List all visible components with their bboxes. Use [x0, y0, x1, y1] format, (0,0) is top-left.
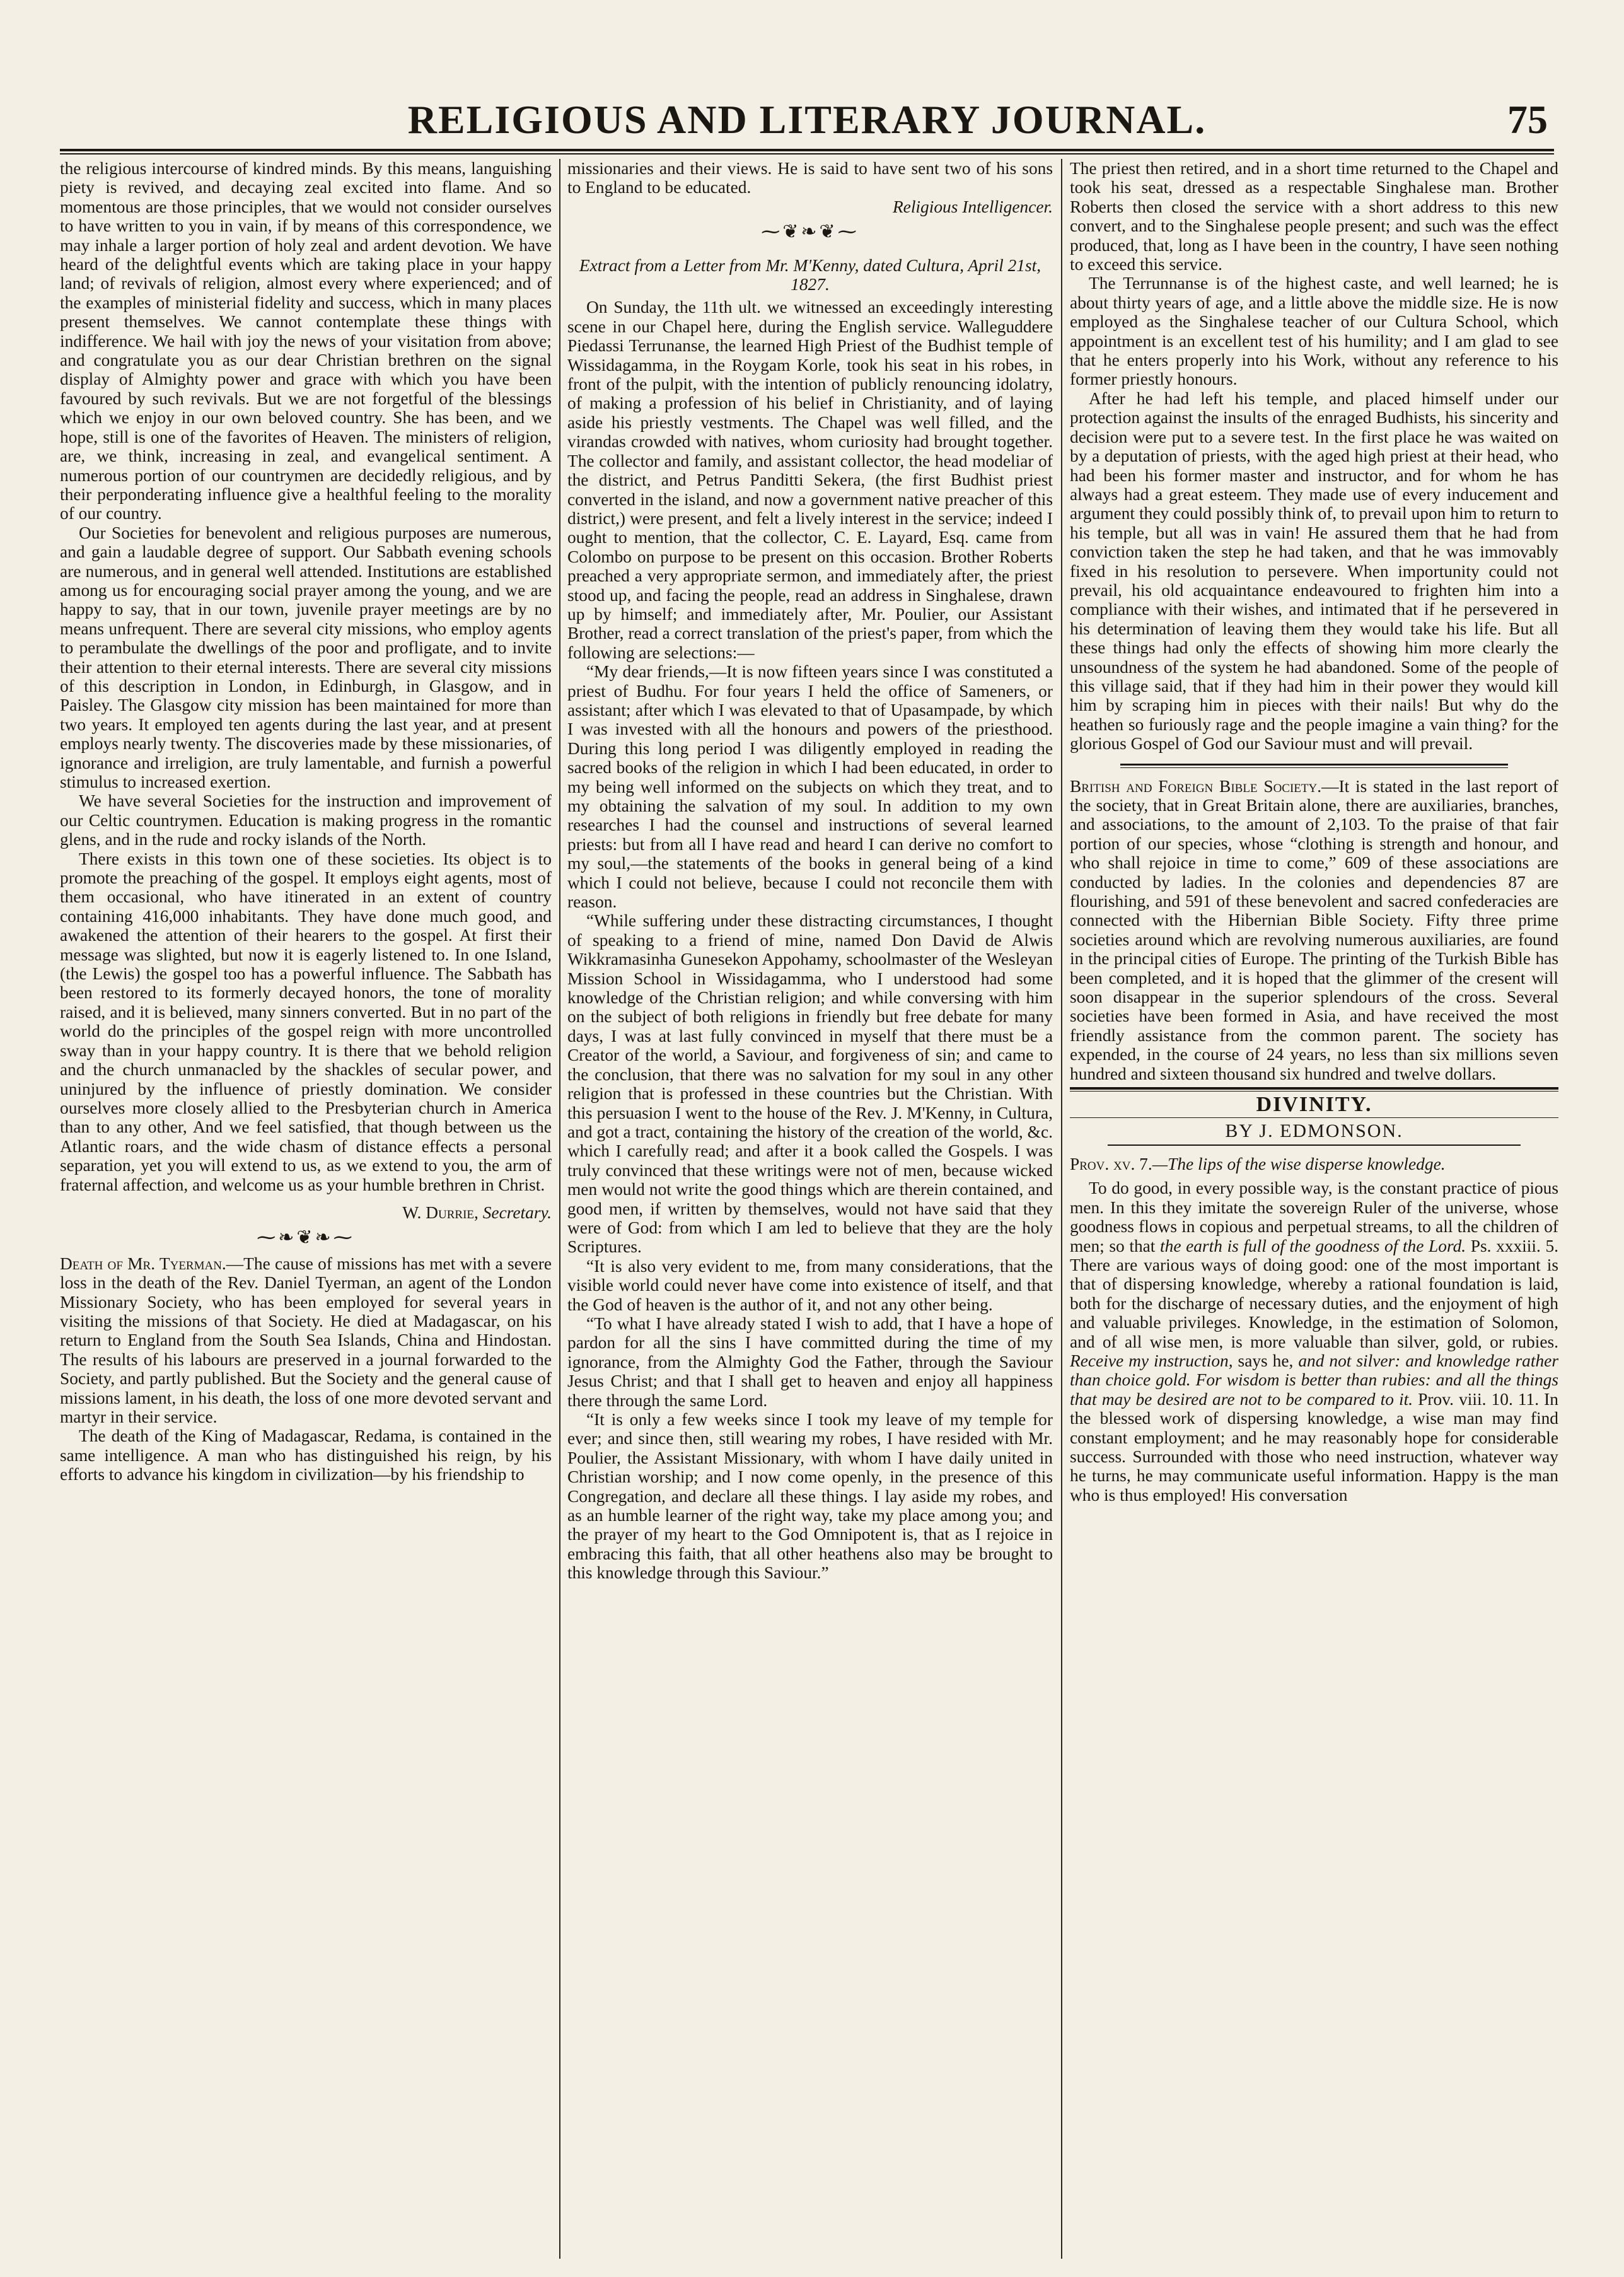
byline-rule [1108, 1144, 1521, 1146]
italic-run: the earth is full of the goodness of the Lord. [1160, 1236, 1466, 1255]
news-item [1070, 777, 1558, 1084]
paragraph: The death of the King of Madagascar, Redama, is contained in the same intelligence. A man who has distinguished his reign, by his efforts to advance his kingdom in civilization—by his friendship to [60, 1426, 552, 1484]
paragraph: “It is also very evident to me, from many considerations, that the visible world could never have come into existence of itself, and that the God of heaven is the author of it, and not any other being. [567, 1256, 1053, 1314]
paragraph: “To what I have already stated I wish to add, that I have a hope of pardon for all the sins I have committed during the time of my ignorance, from the Almighty God the Father, through the Saviour Jesus Christ; and that I shall get to heaven and enjoy all happiness there through the same Lord. [567, 1313, 1053, 1410]
paragraph: missionaries and their views. He is said to have sent two of his sons to England to be educated. [567, 159, 1053, 197]
signature-name: W. Durrie, [402, 1203, 478, 1222]
paragraph: Our Societies for benevolent and religious purposes are numerous, and gain a laudable degree of support. Our Sabbath evening schools are numerous, and in general well attended. Institutions are established among us for encouraging social prayer among the young, and we are happy to say, that in our town, juvenile prayer meetings are by no means unfrequent. There are several city missions, who employ agents to perambulate the dwellings of the poor and profligate, and to invite their attention to their eternal interests. There are several city missions of this description in London, in Edinburgh, in Glasgow, and in Paisley. The Glasgow city mission has been maintained for more than two years. It employed ten agents during the last year, and at present employs nearly twenty. The discoveries made by these missionaries, of ignorance and irreligion, are truly lamentable, and furnish a powerful stimulus to increased exertion. [60, 523, 552, 791]
news-heading: Death of Mr. Tyerman. [60, 1254, 226, 1273]
extract-title: Extract from a Letter from Mr. M'Kenny, dated Cultura, April 21st, 1827. [579, 255, 1041, 294]
paragraph: The priest then retired, and in a short time returned to the Chapel and took his seat, dressed as a respectable Singhalese man. Brother Roberts then closed the service with a short address to this new convert, and to the Singhalese people present; and such was the effect produced, that, long as I have been in the country, I have seen nothing to exceed this service. [1070, 159, 1558, 274]
column-right [1070, 159, 1558, 2259]
text-run: Prov. viii. 10. 11. In the blessed work of dispersing knowledge, a wise man may find constant employment; and he may reasonably hope for considerable success. Surrounded with those who need instruction, whatever way he turns, he may communicate useful information. Happy is the man who is thus employed! His conversation [1070, 1389, 1558, 1505]
ornament-divider: ⁓❧❦❧⁓ [257, 1227, 355, 1249]
paragraph: After he had left his temple, and placed himself under our protection against the insults of the enraged Budhists, his sincerity and decision were put to a severe test. In the first place he was waited on by a deputation of priests, with the aged high priest at their head, who had been his former master and instructor, and for whom he has always had a great esteem. They made use of every inducement and argument they could possibly think of, to prevail upon him to return to his temple, but all was in vain! He assured them that he had from conviction taken the step he had taken, and that he was immovably fixed in his resolution to persevere. When importunity could not prevail, his old acquaintance endeavoured to frighten him into a compliance with their wishes, and intimated that if he persevered in his determination of leaving them they would take his life. But all these things had only the effects of showing him more clearly the unsoundness of the system he had abandoned. Some of the people of this village said, that if they had him in their power they would kill him by scraping him in pieces with their nails! But why do the heathen so furiously rage and the people imagine a vain thing? for the glorious Gospel of God our Saviour must and will prevail. [1070, 388, 1558, 754]
running-title: RELIGIOUS AND LITERARY JOURNAL. [407, 97, 1207, 142]
section-divider-thin [1120, 767, 1508, 768]
section-rule-thin [1070, 1117, 1558, 1118]
source-credit: Religious Intelligencer. [892, 197, 1053, 216]
byline: BY J. EDMONSON. [1225, 1120, 1403, 1141]
column-middle [567, 159, 1053, 2259]
section-divider [1120, 764, 1508, 766]
column-divider [559, 159, 560, 2259]
news-text: —The cause of missions has met with a severe loss in the death of the Rev. Daniel Tyerman, an agent of the London Missionary Society, who has been employed for several years in visiting the missions of that Society. He died at Madagascar, on his return to England from the South Sea Islands, China and Hindostan. The results of his labours are preserved in a journal forwarded to the Society, and partly published. But the Society and the general cause of missions lament, in his death, the loss of one more devoted servant and martyr in their service. [60, 1254, 552, 1426]
section-rule-thin [1070, 1091, 1558, 1092]
signature-role: Secretary. [482, 1203, 552, 1222]
paragraph: We have several Societies for the instruction and improvement of our Celtic countrymen. Education is making progress in the romantic glens, and in the rude and rocky islands of the North. [60, 791, 552, 849]
ornament-divider: ⁓❦❧❦⁓ [761, 221, 859, 243]
text-run: Ps. xxxiii. 5. There are various ways of doing good: one of the most important is that of dispersing knowledge, whereby a rational foundation is laid, both for the discharge of necessary duties, and the enjoyment of high and valuable privileges. Knowledge, in the estimation of Solomon, and of all wise men, is more valuable than silver, gold, or rubies. [1070, 1236, 1558, 1351]
news-item [60, 1254, 552, 1427]
page-header [60, 95, 1554, 155]
italic-run: and not silver: and knowledge rather than choice gold. For wisdom is better than rubies: and all the things that may be desired are not to be compared to it. [1070, 1351, 1558, 1409]
italic-run: Receive my instruction, [1070, 1351, 1233, 1370]
paragraph: On Sunday, the 11th ult. we witnessed an exceedingly interesting scene in our Chapel here, during the English service. Walleguddere Piedassi Terrunanse, the learned High Priest of the Budhist temple of Wissidagamma, in the Roygam Korle, took his seat in his robes, in front of the pulpit, with the intention of publicly renouncing idolatry, of making a profession of his belief in Christianity, and of laying aside his priestly vestments. The Chapel was well filled, and the virandas crowded with natives, whom curiosity had brought together. The collector and family, and assistant collector, the head modeliar of the district, and Petrus Panditti Sekera, (the first Budhist priest converted in the island, and now a government native preacher of this district,) were present, and felt a lively interest in the service; indeed I ought to mention, that the collector, C. E. Layard, Esq. came from Colombo on purpose to be present on this occasion. Brother Roberts preached a very appropriate sermon, and immediately after, the priest stood up, and facing the people, read an address in Singhalese, drawn up by himself; and immediately after, Mr. Poulier, our Assistant Brother, read a correct translation of the priest's paper, from which the following are selections:— [567, 298, 1053, 662]
scripture-text: —The lips of the wise disperse knowledge. [1152, 1154, 1446, 1173]
paragraph [1070, 1179, 1558, 1505]
paragraph: The Terrunnanse is of the highest caste, and well learned; he is about thirty years of age, and a little above the middle size. He is now employed as the Singhalese teacher of our Cultura School, which appointment is an excellent test of his humility; and I am glad to see that he enters properly into his Work, without any reference to his former priestly honours. [1070, 274, 1558, 389]
scripture-quote [1070, 1155, 1558, 1173]
scripture-reference: Prov. xv. 7. [1070, 1154, 1152, 1173]
header-rule [60, 149, 1554, 151]
column-left [60, 159, 552, 2259]
paragraph: the religious intercourse of kindred minds. By this means, languishing piety is revived, and decaying zeal excited into flame. And so momentous are those principles, that we would not consider ourselves to have written to you in vain, if by means of this correspondence, we may inhale a larger portion of holy zeal and ardent devotion. We have heard of the delightful events which are taking place in your happy land; of revivals of religion, almost every where experienced; and of the examples of ministerial fidelity and success, which in many places present themselves. We cannot contemplate these things with indifference. We hail with joy the news of your visitation from above; and congratulate you as our dear Christian brethren on the signal display of Almighty power and grace with which you have been favoured by such revivals. But we are not forgetful of the blessings which we enjoy in our own beloved country. She has been, and we hope, still is one of the favorites of Heaven. The ministers of religion, are, we think, increasing in zeal, and evangelical sentiment. A numerous portion of our countrymen are decidedly religious, and by their perponderating influence give a healthful feeling to the morality of our country. [60, 159, 552, 523]
paragraph: “My dear friends,—It is now fifteen years since I was constituted a priest of Budhu. For four years I held the office of Sameners, or assistant; after which I was elevated to that of Upasampade, by which I was invested with all the honours and powers of the priesthood. During this long period I was diligently employed in reading the sacred books of the religion in which I had been educated, in order to my being well informed on the subjects on which they treat, and to my obtaining the salvation of my soul. In addition to my own researches I had the counsel and instructions of several learned priests: but from all I have read and heard I can derive no comfort to my soul,—the statements of the books in general being of a kind which I could not believe, because I could not reconcile them with reason. [567, 662, 1053, 912]
column-divider [1061, 159, 1062, 2259]
header-rule-thin [60, 153, 1554, 154]
section-title: DIVINITY. [1256, 1093, 1372, 1117]
paragraph: There exists in this town one of these societies. Its object is to promote the preaching of the gospel. It employs eight agents, most of them occasional, who have itinerated in an extent of country containing 416,000 inhabitants. They have done much good, and awakened the attention of their hearers to the gospel. At first their message was slighted, but now it is eagerly listened to. In one Island, (the Lewis) the gospel too has a powerful influence. The Sabbath has been restored to its formerly decayed honors, the tone of morality raised, and it is believed, many sinners converted. But in no part of the world do the principles of the gospel reign with more uncontrolled sway than in your happy country. It is there that we behold religion and the church unmanacled by the shackles of secular power, and uninjured by the influence of priestly domination. We consider ourselves more closely allied to the Presbyterian church in America than to any other, And we feel satisfied, that though between us the Atlantic roars, and the wide chasm of distance effects a personal separation, yet you will extend to us, as we extend to you, the arm of fraternal affection, and welcome us as your humble brethren in Christ. [60, 849, 552, 1194]
signature [60, 1203, 552, 1222]
news-text: —It is stated in the last report of the society, that in Great Britain alone, there are auxiliaries, branches, and associations, to the amount of 2,103. To the praise of that fair portion of our species, whose “clothing is strength and honour, and who shall rejoice in time to come,” 609 of these associations are conducted by ladies. In the colonies and dependencies 87 are flourishing, and 591 of these benevolent and sacred confederacies are connected with the Hibernian Bible Society. Fifty three prime societies around which are revolving numerous auxiliaries, are found in the principal cities of Europe. The printing of the Turkish Bible has been completed, and it is hoped that the glimmer of the cresent will soon disappear in the superior splendours of the cross. Several societies have been formed in Asia, and have received the most friendly assistance from the common parent. The society has expended, in the course of 24 years, no less than six millions seven hundred and sixteen thousand six hundred and twelve dollars. [1070, 776, 1558, 1083]
section-rule [1070, 1087, 1558, 1090]
page-number: 75 [1507, 97, 1548, 142]
paragraph: “It is only a few weeks since I took my leave of my temple for ever; and since then, still wearing my robes, I have resided with Mr. Poulier, the Assistant Missionary, with whom I have daily united in Christian worship; and I now come openly, in the presence of this Congregation, and declare all these things. I lay aside my robes, and as an humble learner of the right way, take my place among you; and the prayer of my heart to the God Omnipotent is, that as I rejoice in embracing this faith, that all other heathens also may be brought to this knowledge through this Saviour.” [567, 1410, 1053, 1583]
paragraph: “While suffering under these distracting circumstances, I thought of speaking to a friend of mine, named Don David de Alwis Wikkramasinha Gunesekon Appohamy, schoolmaster of the Wesleyan Mission School in Wissidagamma, who I understood had some knowledge of the Christian religion; and while conversing with him on the subject of both religions in friendly but free debate for many days, I was at last fully convinced in myself that there must be a Creator of the world, a Saviour, and forgiveness of sin; and came to the conclusion, that there was no salvation for my soul in any other religion that is professed in these countries but the Christian. With this persuasion I went to the house of the Rev. J. M'Kenny, in Cultura, and got a tract, containing the history of the creation of the world, &c. which I carefully read; and after it a book called the Gospels. I was truly convinced that these writings were not of men, because wicked men would not write the good things which are therein contained, and good men, if written by themselves, would not have said that they were of God: from which I am led to believe that they are the holy Scriptures. [567, 911, 1053, 1257]
text-run: says he, [1232, 1351, 1299, 1370]
news-heading: British and Foreign Bible Society. [1070, 776, 1322, 796]
text-run: To do good, in every possible way, is the constant practice of pious men. In this they imitate the sovereign Ruler of the universe, whose goodness flows in copious and perpetual streams, to all the children of men; so that [1070, 1179, 1558, 1255]
